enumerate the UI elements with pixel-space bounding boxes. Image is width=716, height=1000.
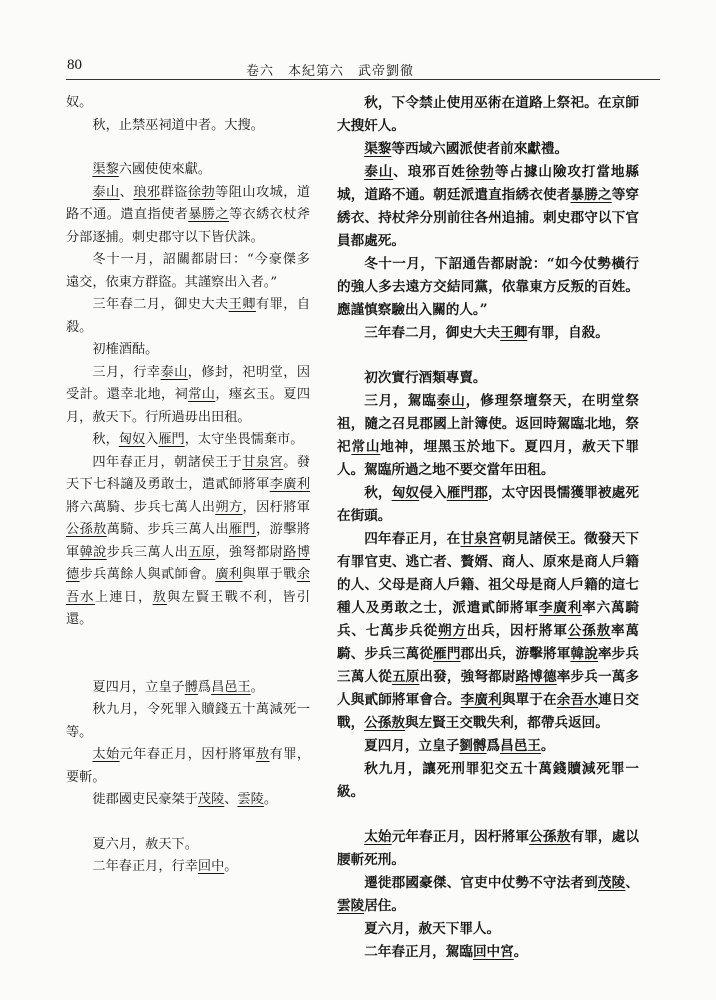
- paragraph: 夏四月，立皇子劉髆爲昌邑王。: [364, 738, 555, 754]
- paragraph: 太始元年春正月，因杅將軍敖有罪，要斬。: [66, 747, 311, 785]
- paragraph: 三年春二月，御史大夫王卿有罪，自殺。: [364, 325, 609, 341]
- paragraph: 秋九月，令死罪入贖錢五十萬減死一等。: [66, 702, 310, 740]
- paragraph: 遷徙郡國豪傑、官吏中仗勢不守法者到茂陵、雲陵居住。: [337, 875, 640, 914]
- original-text-column: [66, 92, 310, 879]
- paragraph: 初榷酒酤。: [92, 342, 159, 357]
- paragraph: 太始元年春正月，因杅將軍公孫敖有罪，處以腰斬死刑。: [337, 829, 640, 868]
- paragraph: 三月，駕臨泰山，修理祭壇祭天，在明堂祭祖，隨之召見郡國上計簿使。返回時駕臨北地，祭祀常山地神，埋黑玉於地下。夏四月，赦天下罪人。駕臨所過之地不要交當年田租。: [337, 393, 640, 478]
- header-rule: [66, 79, 660, 80]
- paragraph: 渠黎等西域六國派使者前來獻禮。: [364, 141, 569, 157]
- paragraph: 奴。: [66, 95, 93, 110]
- paragraph: 秋九月，讓死刑罪犯交五十萬錢贖減死罪一級。: [337, 761, 639, 800]
- paragraph: 四年春正月，朝諸侯王于甘泉宮。發天下七科讁及勇敢士，遣貳師將軍李廣利將六萬騎、步兵七萬人出朔方，因杅將軍公孫敖萬騎、步兵三萬人出雁門，游擊將軍韓說步兵三萬人出五原，強弩都尉路博德步兵萬餘人與貳師會。廣利與單于戰余吾水上連日，敖與左賢王戰不利，皆引還。: [66, 454, 311, 627]
- paragraph: 冬十一月，詔關都尉曰：“今豪傑多遠交，依東方群盜。其謹察出入者。”: [66, 252, 310, 290]
- paragraph: 夏六月，赦天下。: [92, 836, 198, 852]
- paragraph: 秋，止禁巫祠道中者。大搜。: [92, 117, 264, 133]
- paragraph: 三年春二月，御史大夫王卿有罪，自殺。: [66, 297, 311, 335]
- paragraph: 秋，下令禁止使用巫術在道路上祭祀。在京師大搜奸人。: [337, 95, 639, 134]
- paragraph: 泰山、琅邪百姓徐勃等占據山險攻打當地縣城，道路不通。朝廷派遣直指綉衣使者暴勝之等穿綉衣、持杖斧分別前往各州追捕。刺史郡守以下官員都處死。: [337, 164, 640, 249]
- paragraph: 四年春正月，在甘泉宮朝見諸侯王。徵發天下有罪官吏、逃亡者、贅婿、商人、原來是商人戶籍的人、父母是商人戶籍、祖父母是商人戶籍的這七種人及勇敢之士，派遣貳師將軍李廣利率六萬騎兵、七萬步兵從朔方出兵，因杅將軍公孫敖率萬騎、步兵三萬從雁門郡出兵，游擊將軍韓說率步兵三萬人從五原出發，強弩都尉路博德率步兵一萬多人與貳師將軍會合。李廣利與單于在余吾水連日交戰，公孫敖與左賢王交戰失利，都帶兵返回。: [337, 531, 640, 731]
- paragraph: 夏六月，赦天下罪人。: [364, 921, 501, 937]
- paragraph: 徙郡國吏民豪桀于茂陵、雲陵。: [92, 792, 278, 807]
- paragraph: 冬十一月，下詔通告都尉說：“如今仗勢橫行的強人多去遠方交結同黨，依靠東方反叛的百姓。應謹慎察驗出入關的人。”: [337, 256, 639, 318]
- paragraph: 秋，匈奴侵入雁門郡，太守因畏懦獲罪被處死在街頭。: [337, 485, 640, 524]
- paragraph: 夏四月，立皇子髆爲昌邑王。: [92, 679, 264, 695]
- running-title: 卷六 本紀第六 武帝劉徹: [246, 64, 415, 79]
- paragraph: 三月，行幸泰山，修封，祀明堂，因受計。還幸北地，祠常山，瘞玄玉。夏四月，赦天下。行所過毋出田租。: [66, 364, 311, 425]
- paragraph: 初次實行酒類專賣。: [364, 370, 487, 386]
- page-number: 80: [67, 57, 82, 73]
- paragraph: 二年春正月，駕臨回中宮。: [364, 944, 528, 960]
- paragraph: 秋，匈奴入雁門，太守坐畏懦棄市。: [92, 432, 304, 447]
- paragraph: 泰山、琅邪群盜徐勃等阻山攻城，道路不通。遣直指使者暴勝之等衣綉衣杖斧分部逐捕。刺史郡守以下皆伏誅。: [66, 184, 311, 245]
- translation-column: [337, 92, 639, 964]
- paragraph: 渠黎六國使使來獻。: [92, 162, 212, 177]
- paragraph: 二年春正月，行幸回中。: [92, 859, 238, 874]
